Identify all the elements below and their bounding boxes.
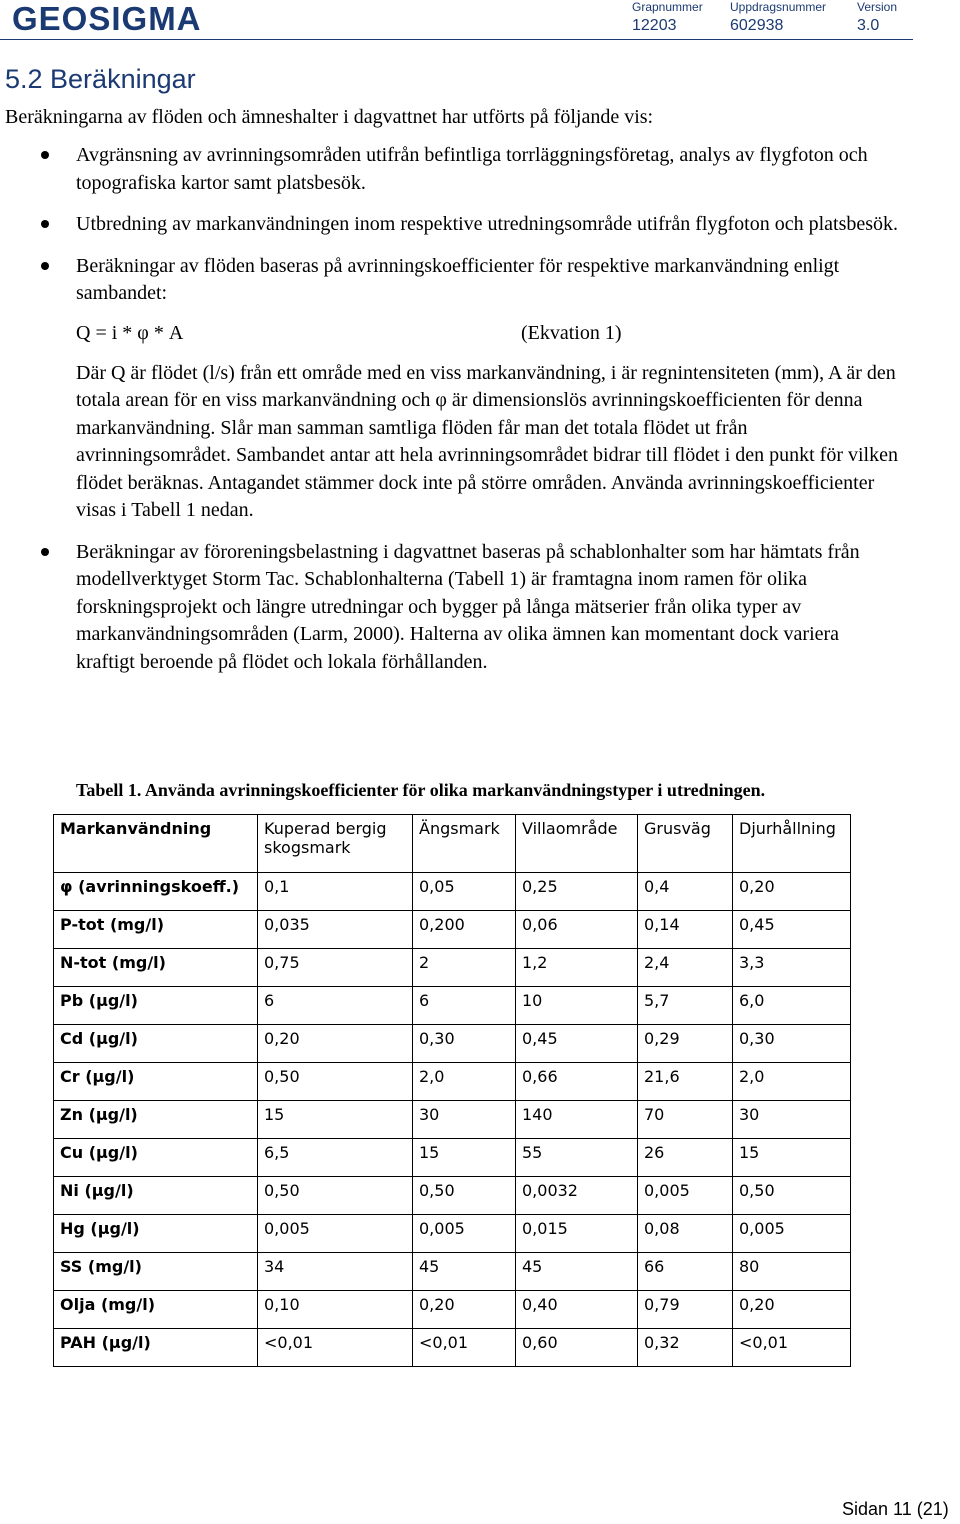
bullet-text: Beräkningar av föroreningsbelastning i dagvattnet baseras på schablonhalter som har hämtats från modellverktyget Storm Tac. Schablonhalterna (Tabell 1) är framtagna inom ramen för olika forskningsprojekt och längre utredningar och bygger på långa mätserier från olika typer av markanvändningsområden (Larm, 2000). Halterna av olika ämnen kan momentant dock variera kraftigt beroende på flödet och lokala förhållanden. [76, 540, 860, 673]
table-cell: <0,01 [258, 1329, 413, 1367]
table-header-cell: Ängsmark [413, 815, 516, 873]
table-cell: 30 [413, 1101, 516, 1139]
table-cell: 0,20 [413, 1291, 516, 1329]
table-cell: 34 [258, 1253, 413, 1291]
table-row-label: Pb (µg/l) [54, 987, 258, 1025]
header-value-grapnummer: 12203 [632, 17, 677, 34]
table-cell: 0,25 [516, 873, 638, 911]
table-header-cell: Kuperad bergig skogsmark [258, 815, 413, 873]
bullet-dot-icon [41, 151, 49, 159]
equation-explanation: Där Q är flödet (l/s) från ett område med en viss markanvändning, i är regnintensiteten (mm), A är den totala arean för en viss markanvändning och φ är dimensionslös avrinningskoefficienten för denna markanvändning. Slår man samman samtliga flöden får man det totala flödet ut från avrinningsområdet. Sambandet antar att hela avrinningsområdet bidrar till flödet i den punkt för vilken flödet beräknas. Antagandet stämmer dock inte på större områden. Använda avrinningskoefficienter visas i Tabell 1 nedan. [76, 361, 898, 521]
page-number: Sidan 11 (21) [842, 1499, 949, 1519]
table-cell: 0,50 [733, 1177, 851, 1215]
table-header-cell: Djurhållning [733, 815, 851, 873]
table-cell: 0,005 [413, 1215, 516, 1253]
table-row-label: Cr (µg/l) [54, 1063, 258, 1101]
table-cell: 6,5 [258, 1139, 413, 1177]
table-cell: 0,05 [413, 873, 516, 911]
header-label-grapnummer: Grapnummer [632, 0, 703, 14]
table-row [54, 911, 851, 949]
table-cell: 0,14 [638, 911, 733, 949]
table-row-label: N-tot (mg/l) [54, 949, 258, 987]
table-cell: 0,60 [516, 1329, 638, 1367]
table-row-label: Cu (µg/l) [54, 1139, 258, 1177]
table-cell: 2,0 [733, 1063, 851, 1101]
table-header-cell: Markanvändning [54, 815, 258, 873]
table-cell: 0,1 [258, 873, 413, 911]
bullet-dot-icon [41, 220, 49, 228]
table-row-label: PAH (µg/l) [54, 1329, 258, 1367]
table-header-cell: Grusväg [638, 815, 733, 873]
header-divider [0, 39, 913, 40]
table-cell: 2 [413, 949, 516, 987]
table-row [54, 1329, 851, 1367]
table-cell: 55 [516, 1139, 638, 1177]
table-cell: 5,7 [638, 987, 733, 1025]
table-cell: <0,01 [733, 1329, 851, 1367]
bullet-text: Avgränsning av avrinningsområden utifrån befintliga torrläggningsföretag, analys av flygfoton och topografiska kartor samt platsbesök. [76, 144, 868, 194]
table-cell: 0,45 [733, 911, 851, 949]
equation-expression: Q = i * φ * A [76, 321, 184, 344]
table-row [54, 987, 851, 1025]
table-row [54, 1253, 851, 1291]
table-cell: 0,035 [258, 911, 413, 949]
table-cell: 15 [733, 1139, 851, 1177]
table-cell: 0,79 [638, 1291, 733, 1329]
section-heading: 5.2 Beräkningar [5, 64, 196, 94]
table-cell: 0,005 [258, 1215, 413, 1253]
table-cell: 3,3 [733, 949, 851, 987]
header-value-version: 3.0 [857, 17, 880, 34]
bullet-dot-icon [41, 548, 49, 556]
table-row-label: Olja (mg/l) [54, 1291, 258, 1329]
table-row [54, 1139, 851, 1177]
table-row [54, 1025, 851, 1063]
bullet-dot-icon [41, 262, 49, 270]
table-row [54, 1215, 851, 1253]
section-intro: Beräkningarna av flöden och ämneshalter i dagvattnet har utförts på följande vis: [5, 106, 654, 128]
table-cell: 0,50 [258, 1177, 413, 1215]
table-cell: 2,0 [413, 1063, 516, 1101]
table-row [54, 873, 851, 911]
header-label-uppdragsnummer: Uppdragsnummer [730, 0, 827, 14]
table-cell: 0,08 [638, 1215, 733, 1253]
table-row-label: P-tot (mg/l) [54, 911, 258, 949]
table-header-cell: Villaområde [516, 815, 638, 873]
table-row-label: φ (avrinningskoeff.) [54, 873, 258, 911]
table-cell: 26 [638, 1139, 733, 1177]
bullet-item [0, 539, 901, 677]
table-cell: 0,30 [413, 1025, 516, 1063]
table-cell: 0,4 [638, 873, 733, 911]
table-cell: 0,005 [733, 1215, 851, 1253]
table-cell: 15 [258, 1101, 413, 1139]
table-cell: 66 [638, 1253, 733, 1291]
table-cell: 70 [638, 1101, 733, 1139]
bullet-list [0, 142, 960, 690]
table-header-row [54, 815, 851, 873]
table-cell: 0,40 [516, 1291, 638, 1329]
equation [76, 320, 901, 348]
table-cell: 10 [516, 987, 638, 1025]
table-cell: 0,50 [413, 1177, 516, 1215]
bullet-item [0, 253, 901, 525]
table-row-label: Ni (µg/l) [54, 1177, 258, 1215]
table-row-label: Hg (µg/l) [54, 1215, 258, 1253]
table-cell: 2,4 [638, 949, 733, 987]
bullet-text: Beräkningar av flöden baseras på avrinningskoefficienter för respektive markanvändning enligt sambandet: [76, 254, 840, 304]
bullet-text: Utbredning av markanvändningen inom respektive utredningsområde utifrån flygfoton och platsbesök. [76, 213, 899, 235]
table-row [54, 1101, 851, 1139]
table-cell: 80 [733, 1253, 851, 1291]
table-cell: 0,20 [258, 1025, 413, 1063]
table-cell: 1,2 [516, 949, 638, 987]
table-cell: 0,06 [516, 911, 638, 949]
table-cell: 15 [413, 1139, 516, 1177]
table-cell: 0,30 [733, 1025, 851, 1063]
table-caption: Tabell 1. Använda avrinningskoefficienter för olika markanvändningstyper i utredningen. [76, 780, 766, 800]
table-cell: 0,015 [516, 1215, 638, 1253]
bullet-item [0, 211, 901, 239]
coefficient-table [53, 814, 851, 1367]
table-cell: 30 [733, 1101, 851, 1139]
table-cell: 140 [516, 1101, 638, 1139]
table-cell: 45 [413, 1253, 516, 1291]
table-row-label: Zn (µg/l) [54, 1101, 258, 1139]
table-cell: 21,6 [638, 1063, 733, 1101]
table-cell: 6,0 [733, 987, 851, 1025]
table-row-label: SS (mg/l) [54, 1253, 258, 1291]
table-cell: 6 [413, 987, 516, 1025]
table-cell: 0,66 [516, 1063, 638, 1101]
table-cell: 0,32 [638, 1329, 733, 1367]
table-cell: 0,005 [638, 1177, 733, 1215]
equation-label: (Ekvation 1) [521, 321, 622, 344]
table-cell: 0,45 [516, 1025, 638, 1063]
header-label-version: Version [857, 0, 898, 14]
table-cell: 0,200 [413, 911, 516, 949]
table-row [54, 1063, 851, 1101]
header-value-uppdragsnummer: 602938 [730, 17, 784, 34]
table-row [54, 1177, 851, 1215]
table-cell: 0,29 [638, 1025, 733, 1063]
table-cell: 0,0032 [516, 1177, 638, 1215]
table-cell: 0,50 [258, 1063, 413, 1101]
table-row [54, 1291, 851, 1329]
table-cell: 6 [258, 987, 413, 1025]
table-cell: 0,75 [258, 949, 413, 987]
table-row-label: Cd (µg/l) [54, 1025, 258, 1063]
table-cell: 0,20 [733, 873, 851, 911]
table-row [54, 949, 851, 987]
bullet-item [0, 142, 901, 197]
table-cell: <0,01 [413, 1329, 516, 1367]
geosigma-logo: GEOSIGMA [12, 0, 202, 37]
table-cell: 0,10 [258, 1291, 413, 1329]
table-cell: 45 [516, 1253, 638, 1291]
table-cell: 0,20 [733, 1291, 851, 1329]
